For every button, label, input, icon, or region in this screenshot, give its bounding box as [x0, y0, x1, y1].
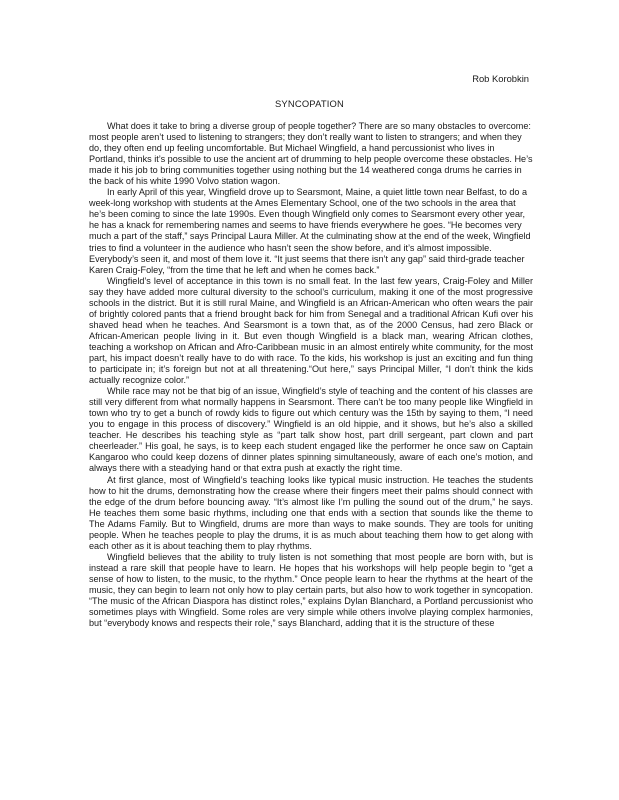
author-name: Rob Korobkin — [472, 73, 529, 84]
paragraph-acceptance: Wingfield’s level of acceptance in this town is no small feat. In the last few years, Craig-Foley and Miller say they have added more cultural diversity to the school’s curriculum, making it one of the most progressive schools in the district. But it is still rural Maine, and Wingfield is an African-American who often wears the pair of brightly colored pants that a friend brought back for him from Senegal and a traditional African Kufi over his shaved head when he teaches. And Searsmont is a town that, as of the 2000 Census, had zero Black or African-American people living in it. But even though Wingfield is a black man, wearing African clothes, teaching a workshop on African and Afro-Caribbean music in an almost entirely white community, for the most part, his impact doesn’t really have to do with race. To the kids, his workshop is just an exciting and fun thing to participate in; it’s foreign but not at all threatening.“Out here,” says Principal Miller, “I don’t think the kids actually recognize color.” — [89, 275, 533, 386]
paragraph-intro: What does it take to bring a diverse group of people together? There are so many obstacles to overcome: most people aren’t used to listening to strangers; they don’t really want to listen to strangers; and when they do, they often end up feeling uncomfortable. But Michael Wingfield, a hand percussionist who lives in Portland, thinks it’s possible to use the ancient art of drumming to help people overcome these obstacles. He’s made it his job to bring communities together using nothing but the 14 weathered conga drums he carries in the back of his white 1990 Volvo station wagon. — [89, 121, 533, 187]
paragraph-teaching-style: While race may not be that big of an issue, Wingfield’s style of teaching and the content of his classes are still very different from what normally happens in Searsmont. There can’t be too many people like Wingfield in town who try to get a bunch of rowdy kids to figure out which century was the 15th by saying to them, “I need you to engage in this process of discovery.” Wingfield is an old hippie, and it shows, but he’s also a skilled teacher. He describes his teaching style as “part talk show host, part drill sergeant, part clown and part cheerleader.” His goal, he says, is to keep each student engaged like the performer he once saw on Captain Kangaroo who could keep dozens of dinner plates spinning simultaneously, aware of each one’s motion, and always there with a steadying hand or that extra push at exactly the right time. — [89, 386, 533, 474]
document-title: SYNCOPATION — [274, 98, 345, 109]
paragraph-searsmont-visit: In early April of this year, Wingfield drove up to Searsmont, Maine, a quiet little town near Belfast, to do a week-long workshop with students at the Ames Elementary School, one of the two schools in the area that he’s been coming to since the late 1990s. Even though Wingfield only comes to Searsmont every other year, he has a knack for remembering names and seems to have friends everywhere he goes. “He becomes very much a part of the staff,” says Principal Laura Miller. At the culminating show at the end of the week, Wingfield tries to find a volunteer in the audience who hasn’t seen the show before, and it’s almost impossible. Everybody’s seen it, and most of them love it. “It just seems that there isn’t any gap” said third-grade teacher Karen Craig-Foley, “from the time that he left and when he comes back.” — [89, 187, 531, 275]
paragraph-music-instruction: At first glance, most of Wingfield’s teaching looks like typical music instruction. He teaches the students how to hit the drums, demonstrating how the crease where their fingers meet their palms should connect with the edge of the drum before bouncing away. “It’s almost like I’m pulling the sound out of the drum,” he says. He teaches them some basic rhythms, including one that ends with a section that sounds like the theme to The Adams Family. But to Wingfield, drums are more than ways to make sounds. They are tools for uniting people. When he teaches people to play the drums, it is as much about teaching them how to get along with each other as it is about teaching them to play rhythms. — [89, 474, 533, 551]
paragraph-listening: Wingfield believes that the ability to truly listen is not something that most people are born with, but is instead a rare skill that people have to learn. He hopes that his workshops will help people begin to “get a sense of how to listen, to the music, to the rhythm.” Once people learn to hear the rhythms at the heart of the music, they can begin to learn not only how to play certain parts, but also how to work together in syncopation. “The music of the African Diaspora has distinct roles,” explains Dylan Blanchard, a Portland percussionist who sometimes plays with Wingfield. Some roles are very simple while others involve playing complex harmonies, but “everybody knows and respects their role,” says Blanchard, adding that it is the structure of these — [89, 551, 533, 629]
article-body — [89, 121, 533, 629]
